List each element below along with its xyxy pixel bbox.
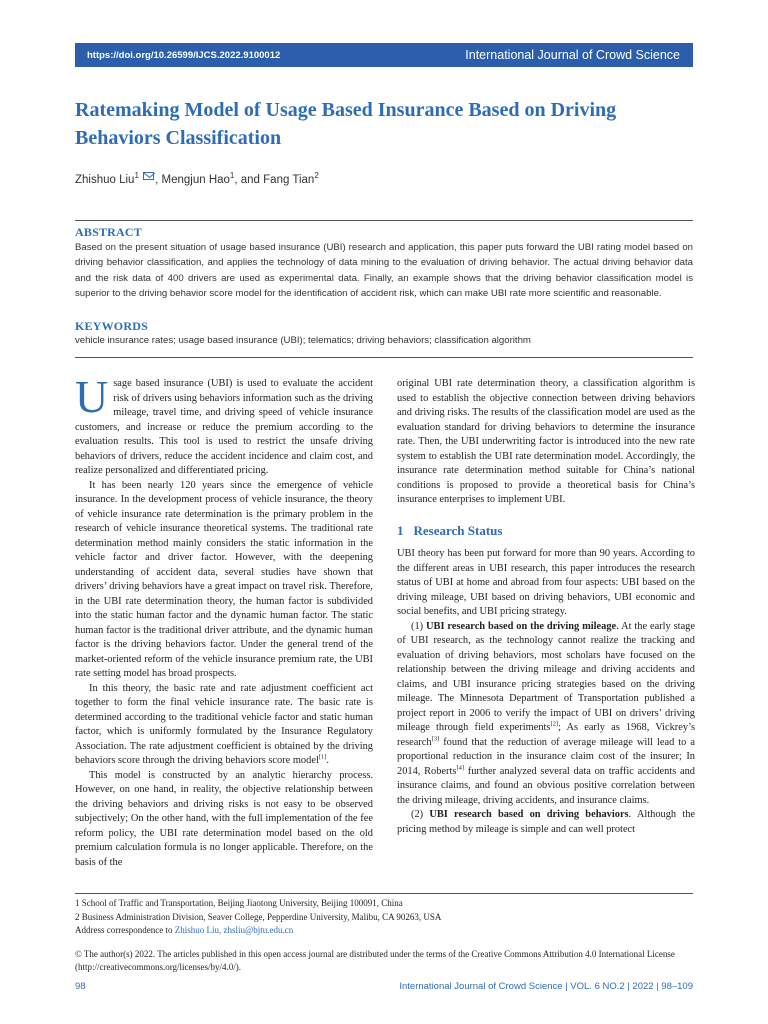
- keywords-text: vehicle insurance rates; usage based insurance (UBI); telematics; driving behaviors; classification algorithm: [75, 335, 531, 346]
- section-title: Research Status: [413, 522, 503, 538]
- section-heading: [397, 524, 695, 539]
- author-1[interactable]: Zhishuo Liu: [75, 174, 135, 186]
- footnotes: [75, 897, 695, 974]
- body-column-left: [75, 371, 373, 870]
- correspondence: [75, 924, 695, 938]
- doi-link[interactable]: https://doi.org/10.26599/IJCS.2022.9100012: [87, 49, 281, 61]
- citation-ref[interactable]: [3]: [431, 735, 440, 743]
- author-1-affil: 1: [134, 171, 139, 181]
- citation-ref[interactable]: [2]: [550, 720, 559, 728]
- citation-ref[interactable]: [1]: [318, 753, 327, 761]
- journal-name: International Journal of Crowd Science: [465, 48, 680, 62]
- paragraph: [397, 808, 695, 837]
- paragraph: It has been nearly 120 years since the emergence of vehicle insurance. In the development process of vehicle insurance, the theory of vehicle insurance rate determination is the primary problem in the research of vehicle insurance theoretical systems. The traditional rate determination method mainly considers the static information in the vehicle factor and driver factor. However, with the deepening understanding of accident data, several studies have shown that drivers’ driving behaviors have a great impact on travel risk. Therefore, in the UBI rate determination theory, the human factor is subdivided into the static human factor and the dynamic human factor. The static human factor is the traditional driver attribute, and the dynamic human factor is the driving behaviors factor. Under the general trend of the market-oriented reform of the vehicle insurance premium rate, the UBI rate setting model has broad prospects.: [75, 479, 373, 679]
- article-title: Ratemaking Model of Usage Based Insurance Based on Driving Behaviors Classification: [75, 99, 617, 149]
- divider: [75, 357, 693, 358]
- journal-citation: International Journal of Crowd Science | VOL. 6 NO.2 | 2022 | 98–109: [399, 981, 693, 992]
- author-2[interactable]: Mengjun Hao: [161, 174, 230, 186]
- paragraph: [75, 371, 373, 479]
- divider: [75, 220, 693, 221]
- section-number: 1: [397, 522, 404, 538]
- license-note: © The author(s) 2022. The articles published in this open access journal are distributed under the terms of the Creative Commons Attribution 4.0 International License (http://creativecommons.org/licenses/by/4.0/).: [75, 948, 675, 972]
- abstract-text: Based on the present situation of usage based insurance (UBI) research and application, this paper puts forward the UBI rating model based on driving behavior classification, and applies the technology of data mining to the evaluation of driving behavior. The actual driving behavior data and the risk data of 400 drivers are used as experimental data. Finally, an example shows that the driving behavior classification model is superior to the driving behavior score model for the identification of accident risk, which can make UBI rate more scientific and reasonable.: [75, 242, 693, 300]
- keywords-heading: KEYWORDS: [75, 319, 148, 333]
- paragraph-text: .: [326, 755, 330, 766]
- correspondence-link[interactable]: Zhishuo Liu, zhsliu@bjtu.edu.cn: [174, 925, 294, 935]
- paragraph-text: . Although the pricing method by mileage is simple and can well protect: [397, 809, 696, 835]
- correspondence-label: Address correspondence to: [75, 925, 175, 935]
- bold-lead: UBI research based on driving behaviors: [429, 809, 629, 820]
- paragraph-text: found that the reduction of average mileage will lead to a proportional reduction in the insurance claim cost of the insurer; In 2014, Roberts: [397, 736, 695, 777]
- mail-icon[interactable]: [143, 172, 154, 180]
- author-3-affil: 2: [314, 171, 319, 181]
- page-footer: [75, 981, 693, 992]
- paragraph-text: (1): [411, 620, 427, 632]
- paragraph-text: further analyzed several data on traffic accidents and insurance claims, and found an obvious positive correlation between the driving mileage, driving accidents, and insurance claims.: [397, 765, 695, 806]
- author-3[interactable]: Fang Tian: [263, 174, 315, 186]
- paragraph-text: ; As early as 1968, Vickrey’s research: [397, 722, 696, 748]
- paragraph: original UBI rate determination theory, a classification algorithm is used to establish the objective connection between driving behaviors and driving risks. The results of the classification model are used as the evaluation standard for driving behaviors to determine the insurance rate. Then, the UBI underwriting factor is introduced into the new rate system to establish the UBI rate determination model. Accordingly, the insurance rate determination method suitable for China’s national conditions is proposed to provide a theoretical basis for China’s insurance enterprises to implement UBI.: [397, 378, 695, 505]
- paragraph-text: (2): [411, 809, 430, 820]
- body-column-right: [397, 377, 695, 837]
- citation-ref[interactable]: [4]: [456, 764, 465, 772]
- author-2-affil: 1: [229, 171, 235, 181]
- author-separator: , and: [234, 174, 264, 186]
- header-bar: [75, 43, 693, 67]
- paragraph: This model is constructed by an analytic hierarchy process. However, on one hand, in reality, the objective relationship between the driving behaviors and driving risks is not easy to be observed subjectively; On the other hand, with the full implementation of the fee reform policy, the UBI rate determination model based on the old premium calculation formula is no longer applicable. Therefore, on the basis of the: [75, 769, 373, 868]
- abstract-heading: ABSTRACT: [75, 225, 142, 239]
- paragraph-text: In this theory, the basic rate and rate adjustment coefficient act together to form the final vehicle insurance rate. The basic rate is determined according to the traditional vehicle factor and static human factor, which is uniformly formulated by the Insurance Regulatory Association. The rate adjustment coefficient is obtained by the driving behaviors score through the driving behaviors score model: [75, 682, 373, 766]
- paragraph-text: sage based insurance (UBI) is used to evaluate the accident risk of drivers using behaviors information such as the driving mileage, travel time, and driving speed of vehicle insurance customers, and increase or reduce the premium according to the evaluation results. This tool is used to restrict the unsafe driving behaviors of drivers, reduce the accident incidence and claim cost, and realize personalized and differentiated pricing.: [75, 378, 373, 476]
- paragraph-text: . At the early stage of UBI research, as the technology cannot realize the tracking and evaluation of driving behaviors, most scholars have focused on the relationship between the driving mileage and driving accidents and claims, and UBI insurance pricing strategies based on the driving mileage. The Minnesota Department of Transportation published a project report in 2006 to verify the impact of UBI on drivers’ driving mileage through field experiments: [397, 620, 695, 733]
- paragraph: UBI theory has been put forward for more than 90 years. According to the different areas in UBI research, this paper introduces the research status of UBI at home and abroad from four aspects: UBI based on the driving mileage, UBI based on driving behaviors, UBI economic and social benefits, and UBI pricing strategy.: [397, 548, 695, 617]
- drop-cap: U: [75, 371, 109, 422]
- affiliation-2: 2 Business Administration Division, Seaver College, Pepperdine University, Malibu, CA 90263, USA: [75, 911, 442, 922]
- affiliation-1: 1 School of Traffic and Transportation, Beijing Jiaotong University, Beijing 100091, China: [75, 898, 403, 908]
- paragraph: [75, 682, 373, 769]
- bold-lead: UBI research based on the driving mileage: [426, 620, 617, 632]
- footnote-divider: [75, 893, 693, 894]
- page-number: 98: [75, 981, 86, 992]
- author-list: Zhishuo Liu$^1$ , Mengjun Hao$^1$, and Fang Tian$^2$: [75, 171, 319, 186]
- paragraph: [397, 620, 695, 809]
